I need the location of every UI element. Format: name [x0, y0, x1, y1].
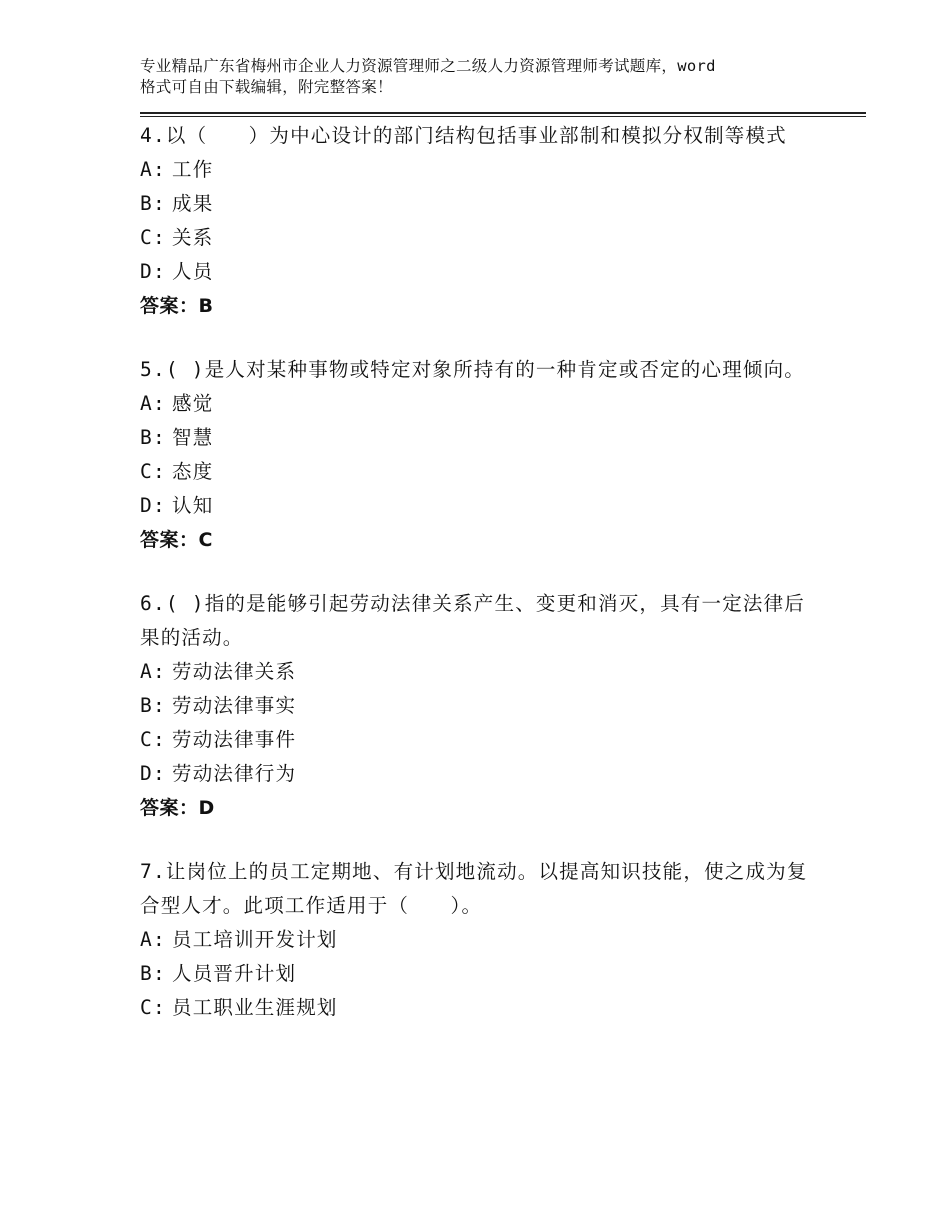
question-stem: 7.让岗位上的员工定期地、有计划地流动。以提高知识技能，使之成为复合型人才。此项工作适用于（ ）。 — [140, 860, 808, 917]
option-letter: C: — [140, 226, 166, 249]
option-b — [140, 421, 866, 455]
answer-label: 答案：B — [140, 295, 214, 317]
option-letter: A: — [140, 158, 166, 181]
header-divider — [140, 112, 866, 117]
option-text: 劳动法律事件 — [172, 728, 297, 751]
option-letter: A: — [140, 392, 166, 415]
option-b — [140, 187, 866, 221]
option-a — [140, 387, 866, 421]
question-5 — [140, 353, 866, 557]
option-d — [140, 255, 866, 289]
option-text: 人员 — [172, 260, 214, 283]
option-letter: B: — [140, 192, 166, 215]
answer-label: 答案：C — [140, 529, 213, 551]
option-letter: B: — [140, 694, 166, 717]
option-text: 工作 — [172, 158, 214, 181]
option-text: 员工培训开发计划 — [172, 928, 338, 951]
question-stem: 4.以（ ）为中心设计的部门结构包括事业部制和模拟分权制等模式 — [140, 124, 787, 147]
option-letter: B: — [140, 426, 166, 449]
question-stem: 5.( )是人对某种事物或特定对象所持有的一种肯定或否定的心理倾向。 — [140, 358, 806, 381]
option-text: 态度 — [172, 460, 214, 483]
option-letter: D: — [140, 494, 166, 517]
option-text: 感觉 — [172, 392, 214, 415]
option-letter: D: — [140, 260, 166, 283]
option-text: 劳动法律事实 — [172, 694, 297, 717]
option-text: 劳动法律关系 — [172, 660, 297, 683]
header-line-2: 格式可自由下载编辑，附完整答案！ — [140, 78, 393, 96]
header-line-1: 专业精品广东省梅州市企业人力资源管理师之二级人力资源管理师考试题库，word — [140, 57, 716, 75]
option-a — [140, 923, 866, 957]
option-a — [140, 655, 866, 689]
option-c — [140, 723, 866, 757]
option-text: 员工职业生涯规划 — [172, 996, 338, 1019]
document-header — [140, 56, 866, 98]
option-d — [140, 489, 866, 523]
option-letter: C: — [140, 996, 166, 1019]
question-4 — [140, 119, 866, 323]
option-text: 人员晋升计划 — [172, 962, 297, 985]
option-b — [140, 957, 866, 991]
option-text: 认知 — [172, 494, 214, 517]
option-letter: A: — [140, 660, 166, 683]
option-letter: A: — [140, 928, 166, 951]
question-stem: 6.( )指的是能够引起劳动法律关系产生、变更和消灭，具有一定法律后果的活动。 — [140, 592, 806, 649]
question-6 — [140, 587, 866, 825]
question-list — [140, 119, 866, 1025]
option-text: 关系 — [172, 226, 214, 249]
option-c — [140, 455, 866, 489]
option-letter: C: — [140, 460, 166, 483]
option-b — [140, 689, 866, 723]
option-text: 成果 — [172, 192, 214, 215]
option-d — [140, 757, 866, 791]
option-letter: C: — [140, 728, 166, 751]
option-text: 劳动法律行为 — [172, 762, 297, 785]
option-letter: D: — [140, 762, 166, 785]
option-text: 智慧 — [172, 426, 214, 449]
answer-label: 答案：D — [140, 797, 215, 819]
question-7 — [140, 855, 866, 1025]
option-c — [140, 221, 866, 255]
document-page — [140, 56, 866, 1055]
option-a — [140, 153, 866, 187]
option-c — [140, 991, 866, 1025]
option-letter: B: — [140, 962, 166, 985]
